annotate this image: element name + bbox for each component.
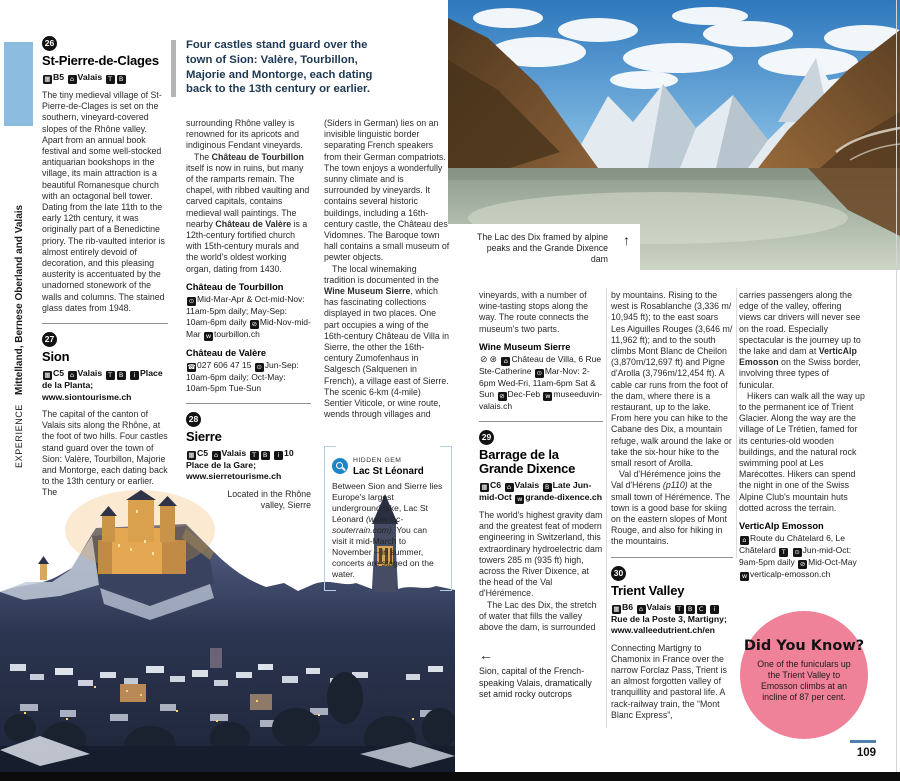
region: Valais: [77, 72, 103, 82]
location-icon: ⌂: [501, 357, 510, 366]
info-icon: i: [274, 451, 283, 460]
listing-title: Château de Tourbillon: [186, 281, 284, 292]
pull-quote-text: Four castles stand guard over the town of Sion: Valère, Tourbillon, Majorie and Montorge, each dating back to the 13th century or earlier.: [186, 39, 373, 96]
caption-text: The Lac des Dix framed by alpine peaks and the Grande Dixence dam: [476, 232, 608, 265]
bus-icon: B: [543, 483, 552, 492]
bus-icon: B: [117, 371, 126, 380]
column-rule: [736, 288, 737, 558]
region: Valais: [646, 601, 672, 612]
chapter-sidebar: [9, 205, 27, 468]
website-icon: w: [545, 392, 551, 401]
column-3: [324, 118, 450, 591]
address: Route du Châtelard 6, Le Châtelard: [739, 533, 845, 556]
body-text: vineyards, with a number of wine-tasting stops along the way. The route connects the museum's two parts.: [479, 290, 589, 334]
train-icon: T: [675, 605, 684, 614]
symbol-icon: ⊘: [480, 355, 488, 366]
hidden-gem-box: [324, 446, 452, 590]
section-title-st-pierre: St-Pierre-de-Clages: [42, 53, 159, 68]
column-1: [42, 36, 168, 499]
train-icon: T: [250, 451, 259, 460]
map-ref: C5: [197, 447, 209, 458]
listing-title: Château de Valère: [186, 347, 267, 358]
opening-hours: Jun-Sep: 10am-6pm daily; Oct-May: 10am-5pm Tue-Sun: [186, 359, 299, 393]
poi-badge-26: 26: [42, 36, 57, 51]
column-6: [739, 290, 865, 581]
section-info-st-pierre: [42, 72, 168, 84]
lake-photo-caption: [448, 224, 640, 274]
pull-quote-bar: [171, 40, 176, 97]
closed-period: Mid-Nov-mid-Mar: [186, 316, 311, 339]
listing-verticalp: [739, 521, 865, 581]
hidden-gem-kicker: HIDDEN GEM: [353, 457, 402, 465]
website: grande-dixence.ch: [525, 492, 603, 503]
body-text: The capital of the canton of Valais sits along the Rhône, at the foot of two hills. Four castles stand guard over the town of Sion: Valère, Tourbillon, Majorie and Montorge, each dating back to the 13th century or earlier. The: [42, 409, 168, 498]
region: Valais: [221, 447, 247, 458]
sion-photo-caption: Sion, capital of the French-speaking Valais, dramatically set amid rocky outcrops: [479, 666, 592, 699]
column-2: [186, 118, 311, 511]
section-divider: [479, 421, 603, 422]
body-text: The Château de Tourbillon itself is now in ruins, but many of the ramparts remain. The chapel, with ribbed vaulting and carved capitals, contains medieval wall paintings. The nearby Château de Valère is a 12th-century fortified church with 15th-century murals and the world's oldest working organ, dating from 1430.: [186, 151, 310, 274]
website: museeduvin-valais.ch: [479, 389, 603, 412]
website-icon: w: [741, 572, 748, 581]
tourist-office-address: Place de la Planta; www.siontourisme.ch: [42, 368, 163, 402]
opening-hours: Mar-Nov: 2-6pm Wed-Fri, 11am-6pm Sat & Sun: [479, 366, 596, 400]
opening-hours: Jun-mid-Oct: 9am-5pm daily: [739, 545, 852, 568]
did-you-know-title: Did You Know?: [743, 638, 865, 654]
section-divider: [42, 323, 168, 324]
body-text: Val d'Hérémence joins the Val d'Hérens (p110) at the small town of Hérémence. The town is a good base for skiing on the eastern slopes of Mont Rouge, and also for hiking in the mountains.: [611, 469, 731, 547]
body-text: Located in the Rhône valley, Sierre: [227, 488, 311, 510]
section-divider: [186, 403, 311, 404]
page-number-rule: [850, 740, 876, 743]
map-ref-icon: ▦: [481, 483, 488, 492]
section-title-sierre: Sierre: [186, 428, 222, 444]
page-number: 109: [856, 747, 876, 759]
column-4: [479, 290, 603, 700]
body-text: by mountains. Rising to the west is Rosablanche (3,336 m/ 10,945 ft); to the east soars Les Aiguilles Rouges (3,646 m/ 11,962 ft); and to the south climbs Mont Blanc de Cheilon (3,870m/12,697 ft) and Pigne d'Arolla (3,796m/12,454 ft). A cable car runs from the foot of the dam, where there is a restaurant, up to the lake. From here you can hike to the Cabane des Dix, a mountain refuge, walk around the lake or take the six-hour hike to the small resort of Arolla.: [611, 290, 733, 469]
book-bottom-edge: [0, 772, 900, 781]
listing-chateau-valere: [186, 348, 311, 394]
section-title-sion: Sion: [42, 349, 70, 365]
did-you-know-body: One of the funiculars up the Trient Valley to Emosson climbs at an incline of 87 per cent.: [757, 659, 851, 702]
page-edge: [896, 0, 897, 772]
map-ref: B5: [53, 72, 65, 82]
closed-period: Dec-Feb: [507, 389, 541, 400]
arrow-up-icon: ↑: [623, 232, 630, 248]
tourist-office-address: 10 Place de la Gare; www.sierretourisme.ch: [186, 447, 294, 482]
info-icon: i: [710, 605, 719, 614]
train-icon: T: [106, 75, 115, 84]
listing-chateau-tourbillon: [186, 282, 311, 341]
column-rule: [606, 288, 607, 728]
listing-title: VerticAlp Emosson: [739, 521, 824, 532]
location-icon: ⌂: [68, 75, 77, 84]
section-title-trient: Trient Valley: [611, 582, 685, 598]
sidebar-title: Mittelland, Bernese Oberland and Valais: [14, 204, 25, 395]
map-ref-icon: ▦: [188, 450, 195, 459]
location-icon: ⌂: [637, 605, 646, 614]
body-text: The tiny medieval village of St-Pierre-de-Clages is set on the southern, vineyard-covered slopes of the Rhône valley. Apart from an annual book festival and some well-stocked antiquarian bookshops in the village, its main attraction is a beautiful Romanesque church with an octagonal bell tower. Dating from the late 11th to the early 12th century, it was originally part of a Benedictine priory. The rib-vaulted interior is almost entirely devoid of decoration, and this pleasing austerity is accentuated by the unadorned stonework of the walls and columns. The stained glass dates from 1948.: [42, 90, 165, 313]
address: Château de Villa, 6 Rue Ste-Catherine: [479, 353, 602, 377]
info-icon: i: [130, 371, 139, 380]
phone-number: 027 606 47 15: [197, 359, 252, 370]
magnifier-icon: [332, 458, 348, 474]
clock-icon: ⊙: [188, 296, 195, 305]
hidden-gem-body: Between Sion and Sierre lies Europe's largest underground lake, Lac St Léonard (www.lac-souterrain.com). You can visit it mid-March to November – in summer, concerts are staged on the water.: [332, 480, 443, 579]
region: Valais: [514, 480, 540, 491]
train-icon: T: [779, 548, 788, 557]
phone-icon: ☎: [187, 362, 196, 371]
bus-icon: B: [261, 451, 270, 460]
website: verticalp-emosson.ch: [750, 569, 831, 580]
poi-badge-30: 30: [611, 566, 626, 581]
body-text: Connecting Martigny to Chamonix in France over the narrow Forclaz Pass, Trient is an almost forgotten valley of tranquillity and pastoral life. A rack-railway train, the “Mont Blanc Express”,: [611, 642, 727, 720]
map-ref: C5: [53, 368, 65, 379]
bus-icon: B: [686, 605, 695, 614]
tourist-office-address: Rue de la Poste 3, Martigny; www.valleedutrient.ch/en: [611, 613, 727, 636]
poi-badge-27: 27: [42, 332, 57, 347]
section-info-sierre: [186, 448, 311, 483]
funicular-icon: C: [697, 605, 706, 614]
clock-icon: ⊙: [794, 548, 800, 557]
sidebar-kicker: EXPERIENCE: [14, 403, 24, 468]
location-icon: ⌂: [68, 371, 77, 380]
arrow-left-icon: ←: [479, 647, 493, 664]
map-ref-icon: ▦: [613, 604, 620, 613]
opening-hours: Mid-Mar-Apr & Oct-mid-Nov: 11am-5pm daily; May-Sep: 10am-6pm daily: [186, 293, 305, 327]
clock-icon: ⊙: [536, 369, 543, 378]
listing-title: Wine Museum Sierre: [479, 341, 571, 352]
did-you-know-circle: [740, 611, 868, 739]
map-ref: C6: [490, 480, 502, 491]
body-text: The Lac des Dix, the stretch of water that fills the valley above the dam, is surrounded: [479, 599, 597, 633]
listing-wine-museum: [479, 342, 603, 412]
body-text: carries passengers along the edge of the valley, offering views car drivers will never see on the road. Especially spectacular is the journey up to the lake and dam at VerticAlp Emosson on the Swiss border, involving three types of funicular.: [739, 290, 861, 390]
region: Valais: [77, 368, 103, 379]
closed-icon: ⊘: [251, 319, 258, 328]
map-ref-icon: ▦: [44, 75, 51, 83]
location-icon: ⌂: [212, 451, 221, 460]
section-info-barrage: [479, 480, 603, 504]
website-icon: w: [205, 331, 212, 340]
website: tourbillon.ch: [214, 328, 260, 339]
section-info-sion: [42, 368, 168, 403]
train-icon: T: [106, 371, 115, 380]
sidebar-accent-square: [4, 42, 33, 126]
section-title-barrage: Barrage de la Grande Dixence: [479, 447, 576, 477]
page-number-block: [842, 740, 876, 759]
closed-icon: ⊘: [799, 560, 806, 569]
bus-icon: B: [117, 75, 126, 84]
body-text: surrounding Rhône valley is renowned for its apricots and indiginous Fendant vineyards.: [186, 118, 303, 151]
pull-quote: [186, 38, 380, 97]
body-text: The local winemaking tradition is documented in the Wine Museum Sierre, which has fascinating collections displayed in two places. One part occupies a wing of the 16th-century Château de Villa in Sierre, the other the 16th-century Zumofenhaus in Salgesch (Salquenen in French), a village east of Sierre. The scenic 6-km (4-mile) Sentier Viticole, or wine route, wends through villages and: [324, 263, 450, 420]
column-5: [611, 290, 733, 721]
closed-icon: ⊘: [499, 392, 505, 401]
poi-badge-29: 29: [479, 430, 494, 445]
closed-period: Mid-Oct-May: [808, 557, 857, 568]
location-icon: ⌂: [740, 536, 749, 545]
body-text: Hikers can walk all the way up to the permanent ice of Trient Glacier. Along the way are the village of Le Trétien, famed for its centuries-old wooden buildings, and the natural rock swimming pool at Les Marécottes. Hikers can spend the night in one of the Swiss Alpine Club's mountain huts dotted across the terrain.: [739, 390, 865, 513]
symbol-icon: ⊛: [489, 355, 498, 366]
website-icon: w: [517, 495, 523, 504]
season: Late Jun-mid-Oct: [479, 480, 592, 503]
body-text: (Siders in German) lies on an invisible linguistic border separating French speakers from their German compatriots. The town enjoys a wonderfully sunny climate and is surrounded by vineyards. It contains several historic buildings, including a 16th-century castle, the Château des Vidomnes. The Baroque town hall contains a small museum of pewter objects.: [324, 118, 450, 263]
clock-icon: ⊙: [256, 362, 262, 371]
location-icon: ⌂: [505, 483, 514, 492]
section-divider: [611, 557, 733, 558]
section-info-trient: [611, 602, 733, 637]
poi-badge-28: 28: [186, 412, 201, 427]
hidden-gem-title: Lac St Léonard: [353, 465, 424, 477]
map-ref-icon: ▦: [44, 371, 51, 380]
map-ref: B6: [622, 601, 634, 612]
body-text: The world's highest gravity dam and the greatest feat of modern engineering in Switzerland, this extraordinary hydroelectric dam towers 285 m (935 ft) high, across the River Dixence, at the head of the Val d'Hérémence.: [479, 510, 603, 599]
